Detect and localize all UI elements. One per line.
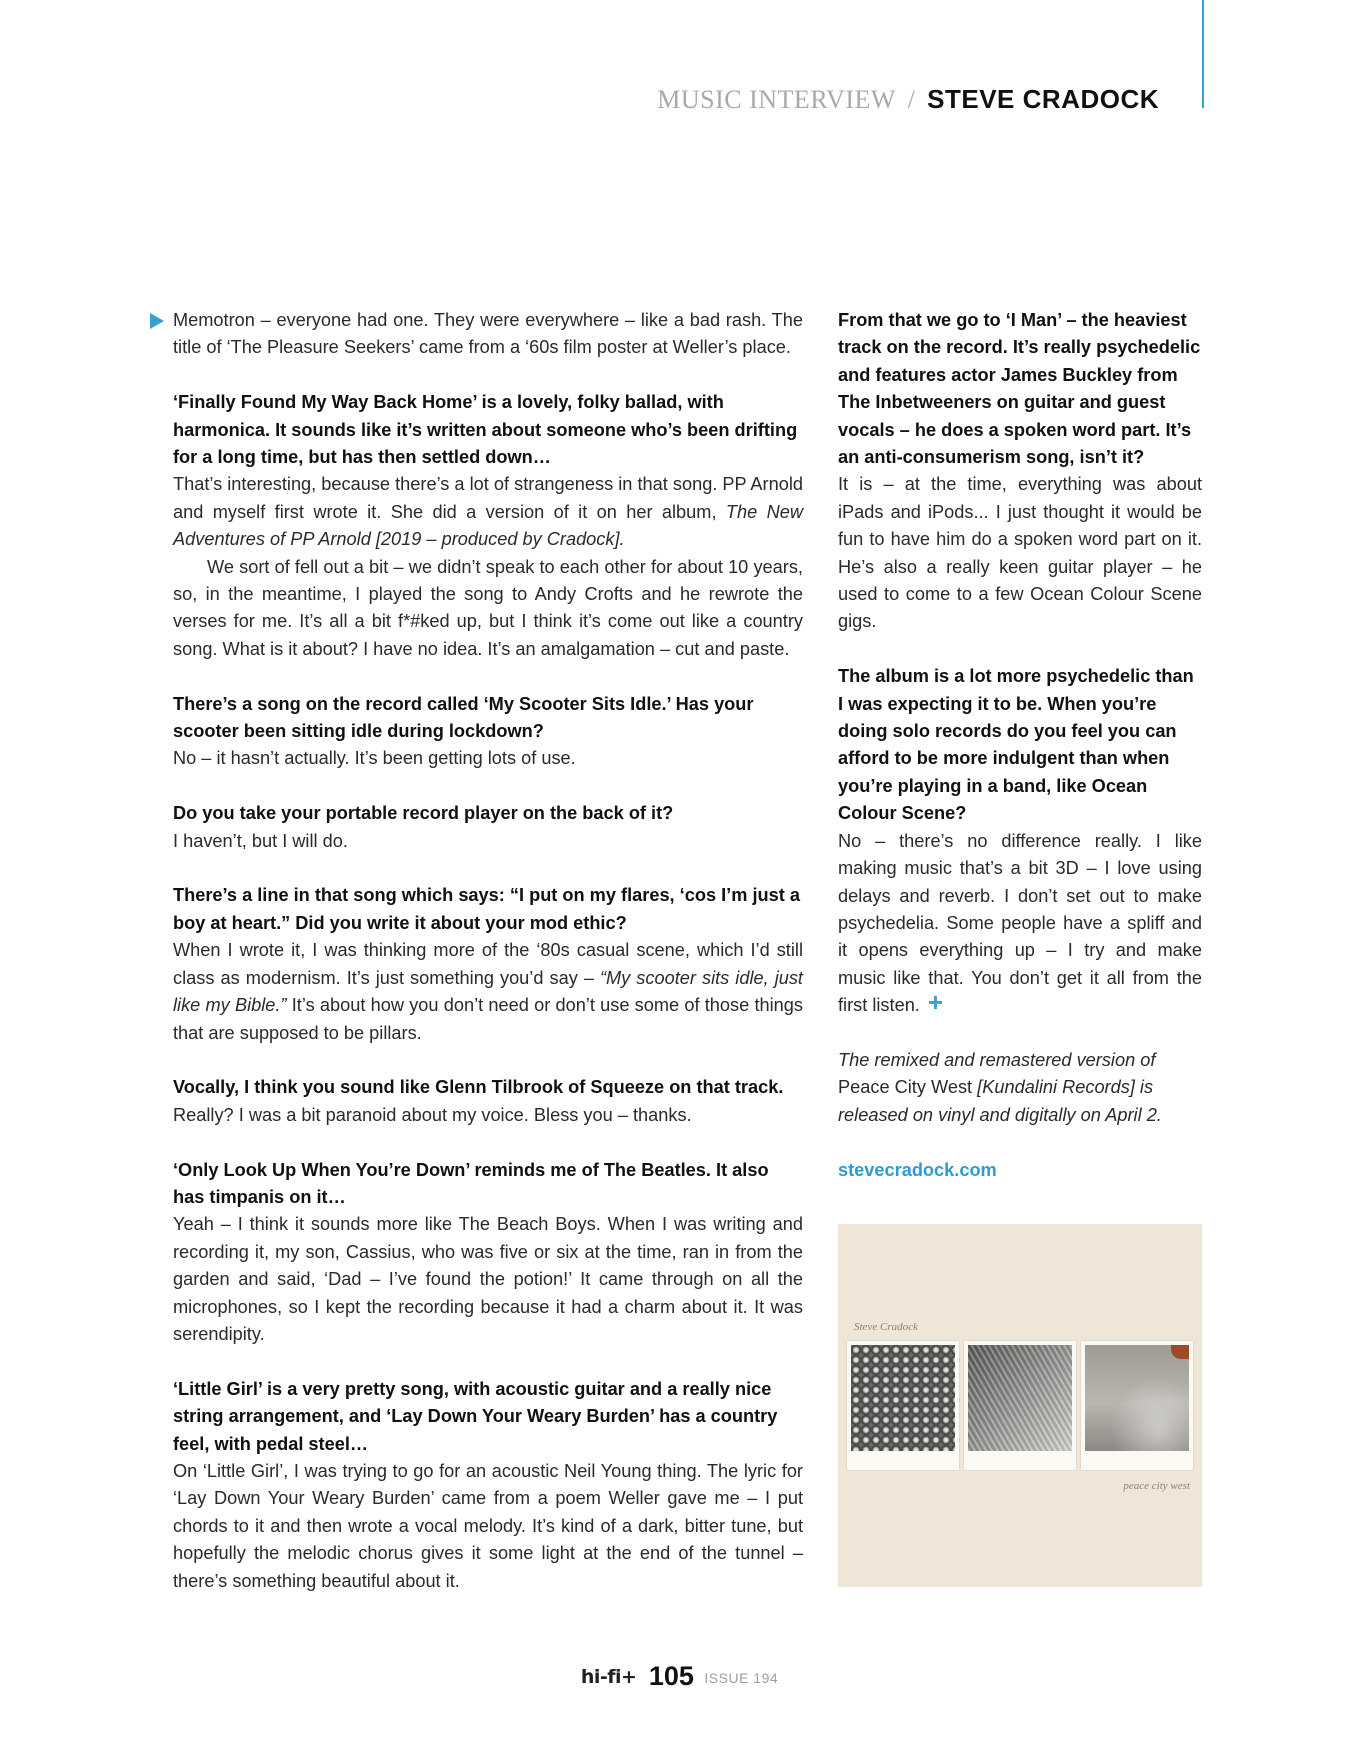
page-footer (0, 1661, 1359, 1692)
polaroid-photo (847, 1341, 959, 1470)
album-artist: Steve Cradock (854, 1321, 918, 1333)
question: Vocally, I think you sound like Glenn Tilbrook of Squeeze on that track. (173, 1077, 784, 1098)
album-title-credit: Peace City West (838, 1077, 973, 1098)
qa-block (173, 1074, 803, 1129)
album-cover (838, 1224, 1202, 1587)
issue-label: ISSUE 194 (704, 1670, 779, 1686)
qa-block (173, 800, 803, 855)
qa-block (838, 663, 1202, 1019)
question: There’s a line in that song which says: “I put on my flares, ‘cos I’m just a boy at heart.” Did you write it about your mod ethic? (173, 885, 800, 933)
magazine-logo: hi-fi+ (580, 1666, 637, 1688)
answer: On ‘Little Girl’, I was trying to go for an acoustic Neil Young thing. The lyric for ‘Lay Down Your Weary Burden’ came from a poem Weller gave me – I put chords to it and then wrote a vocal melody. It’s kind of a dark, bitter tune, but hopefully the melodic chorus gives it some light at the end of the tunnel – there’s something beautiful about it. (173, 1460, 803, 1591)
qa-block (838, 307, 1202, 636)
answer: No – it hasn’t actually. It’s been getting lots of use. (173, 748, 576, 769)
question: ‘Finally Found My Way Back Home’ is a lovely, folky ballad, with harmonica. It sounds like it’s written about someone who’s been drifting for a long time, but has then settled down… (173, 392, 798, 468)
page-header (657, 84, 1159, 115)
question: There’s a song on the record called ‘My Scooter Sits Idle.’ Has your scooter been sitting idle during lockdown? (173, 693, 754, 742)
answer (838, 828, 1202, 1020)
question: Do you take your portable record player on the back of it? (173, 803, 674, 824)
credit-line-3: [Kundalini Records] is released on vinyl and digitally on April 2. (838, 1077, 1162, 1125)
photo-surface (968, 1345, 1072, 1451)
question: ‘Only Look Up When You’re Down’ reminds me of The Beatles. It also has timpanis on it… (173, 1159, 769, 1207)
answer (173, 937, 803, 1047)
photo-sun-spot (1171, 1345, 1189, 1359)
release-credit (838, 1047, 1202, 1129)
answer (173, 471, 803, 553)
answer-italic: “My scooter sits idle, just like my Bible.” (173, 967, 803, 1016)
answer: I haven’t, but I will do. (173, 830, 348, 851)
intro-paragraph (173, 307, 803, 362)
credit-line-1: The remixed and remastered version of (838, 1049, 1156, 1070)
intro-text: Memotron – everyone had one. They were everywhere – like a bad rash. The title of ‘The Pleasure Seekers’ came from a ‘60s film poster at Weller’s place. (173, 310, 803, 358)
qa-block (173, 1376, 803, 1595)
answer-text-end: It’s about how you don’t need or don’t use some of those things that are supposed to be pillars. (173, 995, 803, 1043)
question: ‘Little Girl’ is a very pretty song, with acoustic guitar and a really nice string arrangement, and ‘Lay Down Your Weary Burden’ has a country feel, with pedal steel… (173, 1378, 778, 1454)
left-column (173, 307, 803, 1622)
end-mark-icon: + (927, 987, 944, 1018)
right-column (838, 307, 1202, 1211)
header-separator: / (907, 85, 916, 114)
answer: It is – at the time, everything was about iPads and iPods... I just thought it would be fun to have him do a spoken word part on it. He’s also a really keen guitar player – he used to come to a few Ocean Colour Scene gigs. (838, 474, 1202, 632)
qa-block (173, 882, 803, 1046)
answer: Really? I was a bit paranoid about my voice. Bless you – thanks. (173, 1104, 692, 1125)
question: The album is a lot more psychedelic than I was expecting it to be. When you’re doing solo records do you feel you can afford to be more indulgent than when you’re playing in a band, like Ocean Colour Scene? (838, 666, 1194, 824)
polaroid-photo (1081, 1341, 1193, 1470)
website-link[interactable]: stevecradock.com (838, 1159, 997, 1180)
photo-dots (851, 1345, 955, 1451)
continuation-arrow-icon (150, 313, 164, 329)
page-number: 105 (648, 1661, 694, 1691)
answer-text: When I wrote it, I was thinking more of the ‘80s casual scene, which I’d still class as modernism. It’s just something you’d say – (173, 940, 803, 988)
photo-landscape (1085, 1345, 1189, 1451)
answer-text: That’s interesting, because there’s a lot of strangeness in that song. PP Arnold and myself first wrote it. She did a version of it on her album, (173, 474, 803, 522)
website-link-block (838, 1157, 1202, 1184)
polaroid-photo (964, 1341, 1076, 1470)
answer-text: No – there’s no difference really. I like making music that’s a bit 3D – I love using delays and reverb. I don’t set out to make psychedelia. Some people have a spliff and it opens everything up – I try and make music like that. You don’t get it all from the first listen. (838, 830, 1202, 1016)
column-rule (1202, 0, 1204, 108)
interviewee-name: STEVE CRADOCK (927, 84, 1159, 114)
album-title: peace city west (1123, 1480, 1190, 1492)
qa-block (173, 691, 803, 773)
answer-continued: We sort of fell out a bit – we didn’t speak to each other for about 10 years, so, in the meantime, I played the song to Andy Crofts and he rewrote the verses for me. It’s all a bit f*#ked up, but I think it’s come out like a country song. What is it about? I have no idea. It’s an amalgamation – cut and paste. (173, 556, 803, 659)
answer-italic: The New Adventures of PP Arnold [2019 – produced by Cradock]. (173, 501, 803, 550)
answer: Yeah – I think it sounds more like The Beach Boys. When I was writing and recording it, my son, Cassius, who was five or six at the time, ran in from the garden and said, ‘Dad – I’ve found the potion!’ It came through on all the microphones, so I kept the recording because it had a charm about it. It was serendipity. (173, 1214, 803, 1344)
question: From that we go to ‘I Man’ – the heaviest track on the record. It’s really psychedelic and features actor James Buckley from The Inbetweeners on guitar and guest vocals – he does a spoken word part. It’s an anti-consumerism song, isn’t it? (838, 310, 1201, 468)
qa-block (173, 1157, 803, 1349)
section-label: MUSIC INTERVIEW (657, 85, 896, 114)
qa-block (173, 389, 803, 663)
